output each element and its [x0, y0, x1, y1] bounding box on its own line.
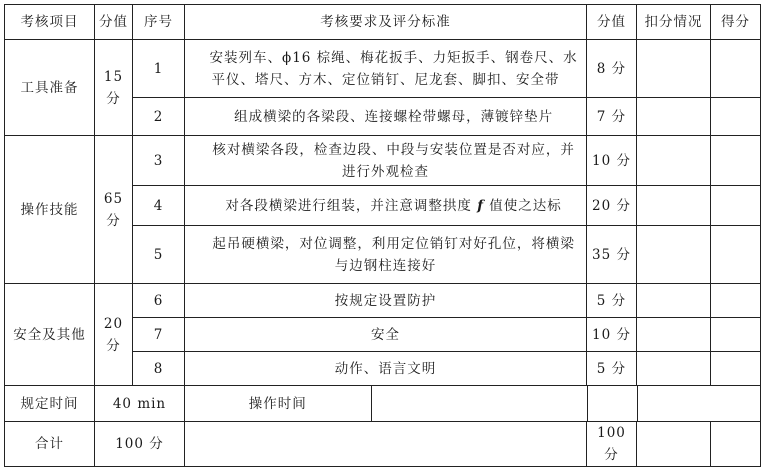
time-value: 40 min: [95, 386, 185, 422]
group-score: 15 分: [95, 40, 133, 136]
operation-time-subtable: [185, 386, 761, 421]
row-requirement: 安装列车、ϕ16 棕绳、梅花扳手、力矩扳手、钢卷尺、水平仪、塔尺、方木、定位销钉、尼龙套、脚扣、安全带: [185, 40, 587, 98]
row-points: 5 分: [587, 352, 637, 386]
row-points: 20 分: [587, 186, 637, 226]
total-deduction: [637, 422, 711, 467]
time-label: 规定时间: [5, 386, 95, 422]
row-no: 4: [133, 186, 185, 226]
header-row: [5, 5, 761, 40]
deduction-cell: [637, 40, 711, 98]
deduction-cell: [637, 352, 711, 386]
deduction-cell: [637, 226, 711, 284]
row-points: 8 分: [587, 40, 637, 98]
row-no: 8: [133, 352, 185, 386]
result-cell: [711, 98, 761, 136]
row-requirement: 动作、语言文明: [185, 352, 587, 386]
header-points: 分值: [587, 5, 637, 40]
row-points: 10 分: [587, 318, 637, 352]
row-requirement: 起吊硬横梁，对位调整，利用定位销钉对好孔位，将横梁与边钢柱连接好: [185, 226, 587, 284]
deduction-cell: [637, 98, 711, 136]
header-result: 得分: [711, 5, 761, 40]
operation-time-points: [587, 386, 637, 421]
row-no: 2: [133, 98, 185, 136]
operation-time-cell: [185, 386, 761, 422]
group-name: 工具准备: [5, 40, 95, 136]
row-no: 6: [133, 284, 185, 318]
result-cell: [711, 226, 761, 284]
row-requirement: 核对横梁各段，检查边段、中段与安装位置是否对应，并进行外观检查: [185, 136, 587, 186]
table-row: [5, 40, 761, 98]
row-points: 7 分: [587, 98, 637, 136]
table-row: [5, 136, 761, 186]
total-label: 合计: [5, 422, 95, 467]
row-points: 35 分: [587, 226, 637, 284]
group-name: 操作技能: [5, 136, 95, 284]
header-no: 序号: [133, 5, 185, 40]
group-score: 20 分: [95, 284, 133, 386]
camber-symbol: f: [477, 197, 484, 214]
requirement-text-before: 对各段横梁进行组装，并注意调整拱度: [225, 197, 478, 214]
result-cell: [711, 284, 761, 318]
header-score: 分值: [95, 5, 133, 40]
row-no: 3: [133, 136, 185, 186]
total-requirement: [185, 422, 587, 467]
row-points: 10 分: [587, 136, 637, 186]
total-row: [5, 422, 761, 467]
operation-time-extra: [637, 386, 761, 421]
group-score: 65 分: [95, 136, 133, 284]
scoring-table: [4, 4, 761, 467]
total-result: [711, 422, 761, 467]
requirement-text-after: 值使之达标: [484, 197, 562, 214]
header-item: 考核项目: [5, 5, 95, 40]
result-cell: [711, 40, 761, 98]
result-cell: [711, 318, 761, 352]
operation-time-label: 操作时间: [185, 386, 371, 421]
row-points: 5 分: [587, 284, 637, 318]
total-value: 100 分: [95, 422, 185, 467]
row-requirement: 安全: [185, 318, 587, 352]
row-requirement: 按规定设置防护: [185, 284, 587, 318]
row-no: 7: [133, 318, 185, 352]
result-cell: [711, 186, 761, 226]
header-deduction: 扣分情况: [637, 5, 711, 40]
operation-time-value: [371, 386, 587, 421]
result-cell: [711, 136, 761, 186]
table-row: [5, 284, 761, 318]
group-name: 安全及其他: [5, 284, 95, 386]
header-requirement: 考核要求及评分标准: [185, 5, 587, 40]
deduction-cell: [637, 186, 711, 226]
result-cell: [711, 352, 761, 386]
row-requirement: 组成横梁的各梁段、连接螺栓带螺母，薄镀锌垫片: [185, 98, 587, 136]
deduction-cell: [637, 284, 711, 318]
row-requirement: [185, 186, 587, 226]
deduction-cell: [637, 136, 711, 186]
total-points: 100 分: [587, 422, 637, 467]
time-row: [5, 386, 761, 422]
row-no: 5: [133, 226, 185, 284]
deduction-cell: [637, 318, 711, 352]
row-no: 1: [133, 40, 185, 98]
